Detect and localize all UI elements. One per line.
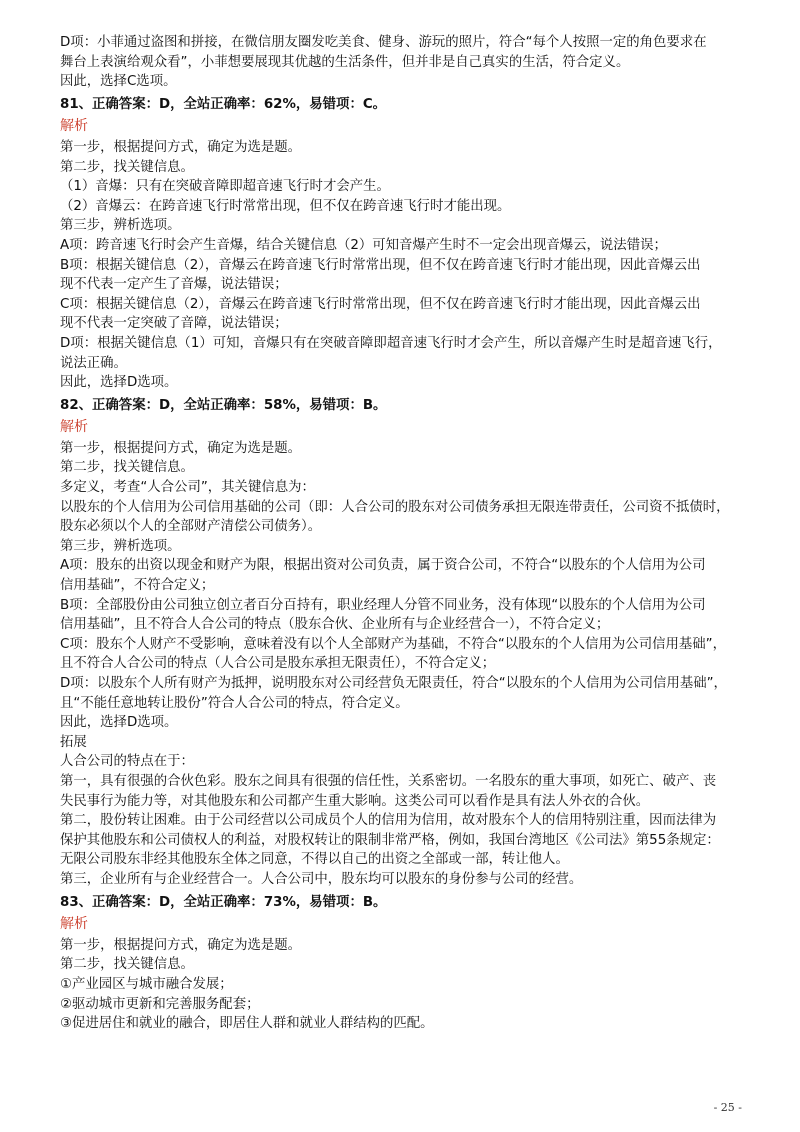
text-line: A项：股东的出资以现金和财产为限，根据出资对公司负责，属于资合公司，不符合“以股东的个人信用为公司	[60, 558, 706, 574]
analysis-heading: 解析	[60, 419, 88, 436]
text-line: B项：全部股份由公司独立创立者百分百持有，职业经理人分管不同业务，没有体现“以股东的个人信用为公司	[60, 597, 706, 613]
text-line: 第一步，根据提问方式，确定为选是题。	[60, 440, 302, 456]
text-line: D项：以股东个人所有财产为抵押，说明股东对公司经营负无限责任，符合“以股东的个人信用为公司信用基础”，	[60, 676, 727, 691]
text-line: ③促进居住和就业的融合，即居住人群和就业人群结构的匹配。	[60, 1016, 434, 1032]
text-line: 信用基础”，且不符合人合公司的特点（股东合伙、企业所有与企业经营合一），不符合定义；	[60, 617, 610, 633]
answer-header: 81、正确答案：D，全站正确率：62%，易错项：C。	[60, 96, 387, 112]
text-line: 且不符合人合公司的特点（人合公司是股东承担无限责任），不符合定义；	[60, 656, 496, 672]
text-line: D项：小菲通过盗图和拼接，在微信朋友圈发吃美食、健身、游玩的照片，符合“每个人按照一定的角色要求在	[60, 35, 707, 50]
text-line: B项：根据关键信息（2），音爆云在跨音速飞行时常常出现，但不仅在跨音速飞行时才能出现，因此音爆云出	[60, 257, 701, 273]
document-body	[60, 33, 748, 1034]
text-line: C项：股东个人财产不受影响，意味着没有以个人全部财产为基础，不符合“以股东的个人信用为公司信用基础”，	[60, 636, 726, 652]
text-line: 现不代表一定突破了音障，说法错误；	[60, 316, 288, 332]
text-line: 舞台上表演给观众看”，小菲想要展现其优越的生活条件，但并非是自己真实的生活，符合定义。	[60, 54, 630, 70]
text-line: 现不代表一定产生了音爆，说法错误；	[60, 277, 288, 293]
text-line: （1）音爆：只有在突破音障即超音速飞行时才会产生。	[60, 179, 390, 195]
text-line: C项：根据关键信息（2），音爆云在跨音速飞行时常常出现，但不仅在跨音速飞行时才能出现，因此音爆云出	[60, 296, 701, 312]
text-line: 第二步，找关键信息。	[60, 159, 194, 175]
text-line: 失民事行为能力等，对其他股东和公司都产生重大影响。这类公司可以看作是具有法人外衣的合伙。	[60, 793, 650, 809]
text-line: A项：跨音速飞行时会产生音爆，结合关键信息（2）可知音爆产生时不一定会出现音爆云，说法错误；	[60, 237, 667, 253]
text-line: 且“不能任意地转让股份”符合人合公司的特点，符合定义。	[60, 695, 409, 711]
text-line: 第二步，找关键信息。	[60, 460, 194, 476]
text-line: 第一，具有很强的合伙色彩。股东之间具有很强的信任性，关系密切。一名股东的重大事项，如死亡、破产、丧	[60, 773, 717, 789]
text-line: 第二，股份转让困难。由于公司经营以公司成员个人的信用为信用，故对股东个人的信用特别注重，因而法律为	[60, 813, 717, 829]
text-line: 无限公司股东非经其他股东全体之同意，不得以自己的出资之全部或一部，转让他人。	[60, 852, 569, 868]
text-line: 因此，选择D选项。	[60, 375, 178, 391]
page-number: - 25 -	[713, 1101, 742, 1114]
answer-header: 83、正确答案：D，全站正确率：73%，易错项：B。	[60, 894, 387, 910]
analysis-heading: 解析	[60, 118, 88, 135]
text-line: 第一步，根据提问方式，确定为选是题。	[60, 139, 302, 155]
text-line: 以股东的个人信用为公司信用基础的公司（即：人合公司的股东对公司债务承担无限连带责任，公司资不抵债时，	[60, 499, 730, 515]
text-line: 信用基础”，不符合定义；	[60, 578, 215, 594]
text-line: 第三步，辨析选项。	[60, 538, 181, 554]
text-line: ①产业园区与城市融合发展；	[60, 976, 233, 992]
text-line: 第三步，辨析选项。	[60, 218, 181, 234]
text-line: 第一步，根据提问方式，确定为选是题。	[60, 937, 302, 953]
text-line: D项：根据关键信息（1）可知，音爆只有在突破音障即超音速飞行时才会产生，所以音爆产生时是超音速飞行，	[60, 335, 722, 351]
answer-header: 82、正确答案：D，全站正确率：58%，易错项：B。	[60, 397, 387, 413]
text-line: （2）音爆云：在跨音速飞行时常常出现，但不仅在跨音速飞行时才能出现。	[60, 198, 511, 214]
text-line: ②驱动城市更新和完善服务配套；	[60, 996, 260, 1012]
text-line: 股东必须以个人的全部财产清偿公司债务）。	[60, 519, 322, 535]
analysis-heading: 解析	[60, 916, 88, 933]
text-line: 第三，企业所有与企业经营合一。人合公司中，股东均可以股东的身份参与公司的经营。	[60, 871, 583, 887]
text-line: 说法正确。	[60, 355, 127, 371]
text-line: 因此，选择C选项。	[60, 74, 177, 90]
text-line: 第二步，找关键信息。	[60, 957, 194, 973]
text-line: 人合公司的特点在于：	[60, 754, 194, 770]
text-line: 保护其他股东和公司债权人的利益，对股权转让的限制非常严格，例如，我国台湾地区《公司法》第55条规定：	[60, 832, 720, 848]
text-line: 因此，选择D选项。	[60, 715, 178, 731]
text-line: 拓展	[60, 734, 87, 750]
text-line: 多定义，考查“人合公司”，其关键信息为：	[60, 480, 315, 496]
